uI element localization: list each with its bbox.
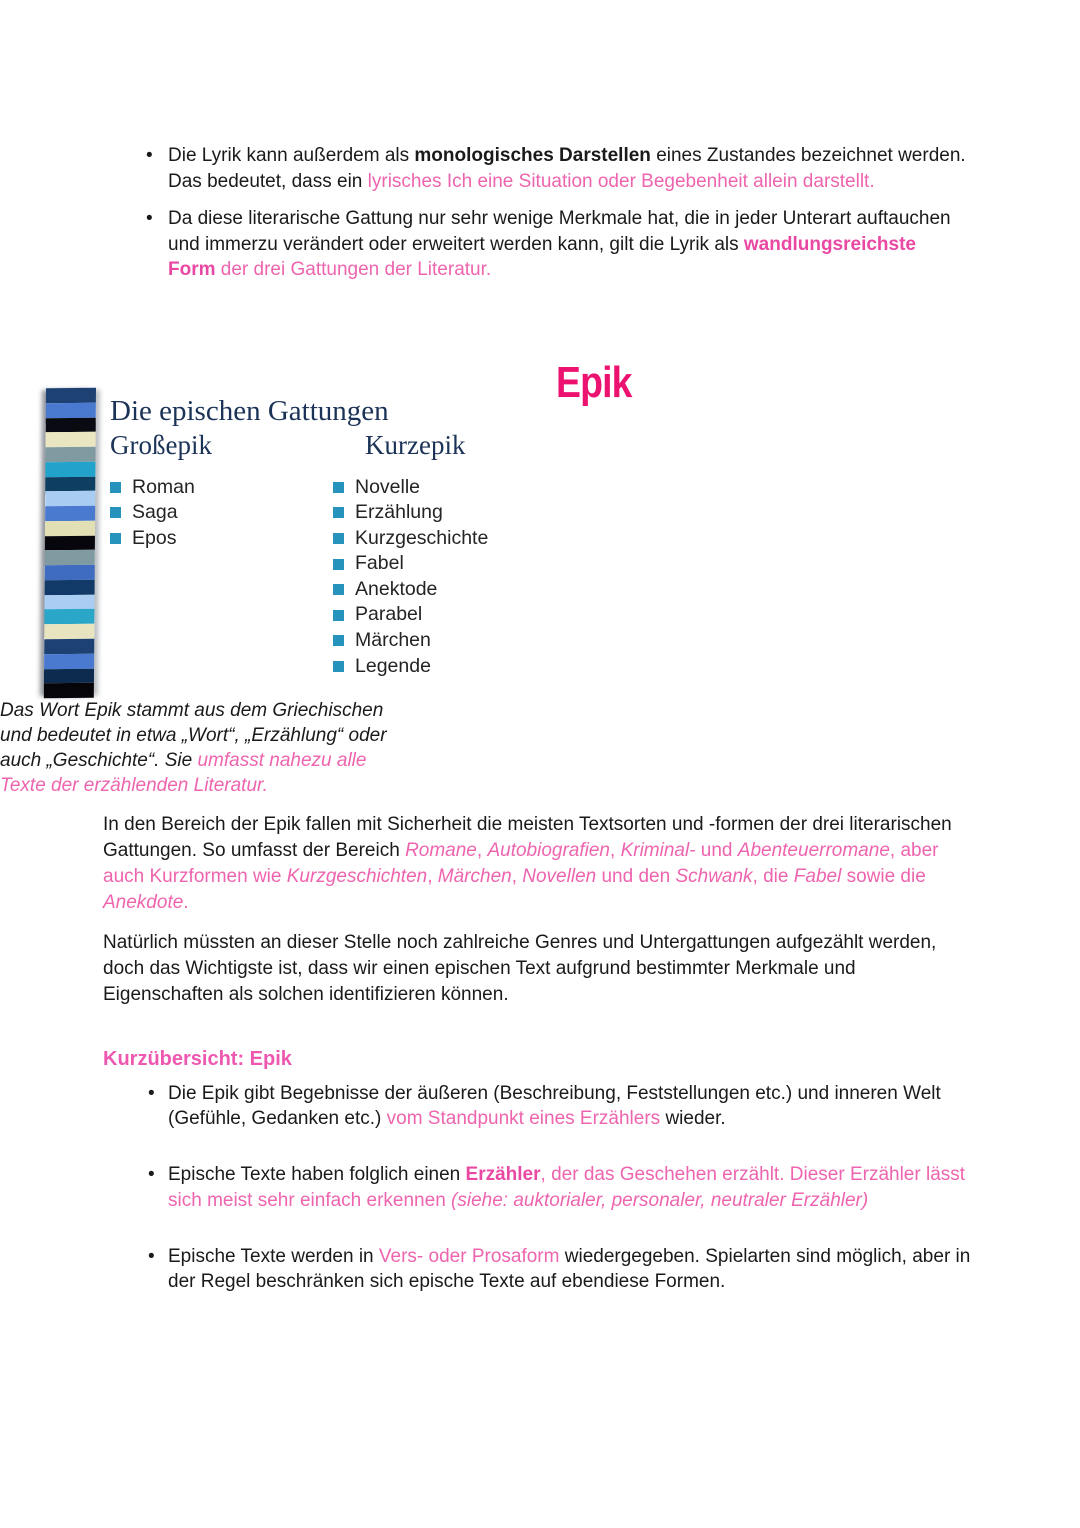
strip-block	[45, 564, 95, 579]
text-segment: Da diese literarische Gattung nur sehr wenige Merkmale hat, die in jeder Unterart auftauchen und immerzu verändert oder erweitert werden kann, gilt die Lyrik als	[168, 208, 951, 255]
kurzepik-list	[333, 475, 552, 680]
text-segment-pink-bold: wandlungsreichste Form	[168, 233, 917, 280]
list-item: Anektode	[333, 577, 552, 603]
text-segment-pink-italic: Abenteuerromane	[737, 839, 890, 861]
text-segment-pink: ,	[427, 865, 438, 887]
text-segment-pink: der drei Gattungen der Literatur.	[215, 259, 492, 280]
text-segment: In den Bereich der Epik fallen mit Sicherheit die meisten Textsorten und -formen der drei literarischen Gattungen. So umfasst der Bereich	[103, 813, 952, 861]
text-segment-pink-italic: Schwank	[675, 865, 753, 887]
text-segment-pink-bold: Erzähler	[465, 1164, 541, 1186]
text-segment-italic: Das Wort Epik stammt aus dem Griechischen und bedeutet in etwa „Wort“, „Erzählung“ oder auch „Geschichte“. Sie	[0, 699, 387, 771]
figure-columns	[110, 429, 552, 680]
list-item: Saga	[110, 500, 333, 526]
list-item: Märchen	[333, 628, 552, 654]
lyrik-bullet-list	[143, 143, 968, 283]
epische-gattungen-figure	[40, 388, 552, 698]
list-item	[143, 206, 968, 283]
text-segment-pink-italic: Novellen	[522, 865, 597, 887]
kurzepik-column	[333, 429, 552, 680]
strip-block	[44, 638, 94, 653]
text-segment-pink-italic: Märchen	[437, 865, 512, 887]
text-segment-pink: vom Standpunkt eines Erzählers	[386, 1108, 661, 1130]
text-segment-pink: Vers- oder Prosaform	[378, 1245, 560, 1267]
text-segment-pink: ,	[511, 865, 523, 887]
strip-block	[45, 535, 95, 550]
text-segment-pink: , die	[752, 865, 794, 887]
text-segment-pink-italic: Kriminal-	[620, 839, 696, 861]
strip-block	[44, 668, 94, 683]
list-item: Roman	[110, 475, 333, 501]
text-segment: Die Epik gibt Begebnisse der äußeren (Beschreibung, Feststellungen etc.) und inneren Welt (Gefühle, Gedanken etc.)	[168, 1082, 941, 1130]
text-segment-pink-italic: Fabel	[793, 865, 842, 887]
decorative-color-strip	[44, 387, 96, 698]
strip-block	[46, 387, 96, 402]
figure-title: Die epischen Gattungen	[110, 394, 389, 427]
text-segment-pink: , aber auch Kurzformen wie	[103, 839, 939, 887]
text-segment-pink-italic: Romane	[405, 839, 477, 861]
text-segment-pink: .	[183, 891, 189, 913]
epik-section	[0, 357, 1080, 916]
text-segment-pink-italic: (siehe: auktorialer, personaler, neutraler Erzähler)	[451, 1189, 869, 1211]
text-segment: eines Zustandes bezeichnet werden. Das bedeutet, dass ein	[168, 145, 966, 192]
text-segment: wiedergegeben. Spielarten sind möglich, aber in der Regel beschränken sich epische Texte auf ebendiese Formen.	[168, 1245, 971, 1293]
list-item: Legende	[333, 654, 552, 680]
kurzuebersicht-bullet-list	[148, 1081, 975, 1296]
kurzepik-header: Kurzepik	[365, 429, 466, 460]
strip-block	[46, 402, 96, 417]
strip-block	[45, 579, 95, 594]
strip-block	[44, 609, 94, 624]
strip-block	[45, 446, 95, 461]
text-segment-pink-italic: Kurzgeschichten	[286, 865, 428, 887]
list-item	[148, 1081, 975, 1133]
strip-block	[45, 461, 95, 476]
text-segment-bold: monologisches Darstellen	[414, 145, 651, 166]
strip-block	[46, 432, 96, 447]
strip-block	[45, 491, 95, 506]
strip-block	[44, 624, 94, 639]
strip-block	[44, 594, 94, 609]
text-segment-pink: sowie die	[841, 865, 926, 887]
strip-block	[44, 683, 94, 698]
list-item: Fabel	[333, 551, 552, 577]
grossepik-header: Großepik	[110, 429, 212, 460]
text-segment-pink: , der das Geschehen erzählt. Dieser Erzähler lässt sich meist sehr einfach erkennen	[168, 1164, 966, 1211]
strip-block	[46, 417, 96, 432]
epik-body-paragraph	[103, 812, 978, 916]
list-item: Erzählung	[333, 500, 552, 526]
strip-block	[45, 520, 95, 535]
list-item: Kurzgeschichte	[333, 526, 552, 552]
list-item: Parabel	[333, 602, 552, 628]
strip-block	[45, 505, 95, 520]
text-segment-pink: ,	[476, 839, 488, 861]
text-segment-pink: ,	[610, 839, 621, 861]
text-segment: wieder.	[660, 1108, 726, 1130]
text-segment-pink: und den	[596, 865, 676, 887]
text-segment-pink-italic: umfasst nahezu alle Texte der erzählenden Literatur.	[0, 749, 367, 796]
list-item: Epos	[110, 526, 333, 552]
figure-body	[110, 388, 552, 680]
grossepik-list	[110, 475, 333, 552]
text-segment: Die Lyrik kann außerdem als	[168, 145, 415, 166]
text-segment: Epische Texte werden in	[168, 1245, 379, 1267]
strip-block	[45, 476, 95, 491]
strip-block	[44, 653, 94, 668]
epik-heading-text: Epik	[556, 357, 632, 407]
natuerlich-paragraph: Natürlich müssten an dieser Stelle noch zahlreiche Genres und Untergattungen aufgezählt werden, doch das Wichtigste ist, dass wir einen epischen Text aufgrund bestimmter Merkmale und Eigenschaften als solchen identifizieren können.	[103, 931, 937, 1005]
kurzuebersicht-heading: Kurzübersicht: Epik	[103, 1047, 292, 1070]
text-segment-pink-italic: Autobiografien	[487, 839, 610, 861]
grossepik-column	[110, 429, 333, 680]
list-item	[148, 1244, 975, 1296]
text-segment-pink: und	[695, 839, 738, 861]
text-segment: Epische Texte haben folglich einen	[168, 1164, 466, 1186]
list-item	[148, 1162, 975, 1214]
list-item: Novelle	[333, 475, 552, 501]
text-segment-pink: lyrisches Ich eine Situation oder Begebenheit allein darstellt.	[367, 170, 875, 192]
list-item	[143, 143, 968, 194]
text-segment-pink-italic: Anekdote	[103, 891, 184, 913]
strip-block	[45, 550, 95, 565]
